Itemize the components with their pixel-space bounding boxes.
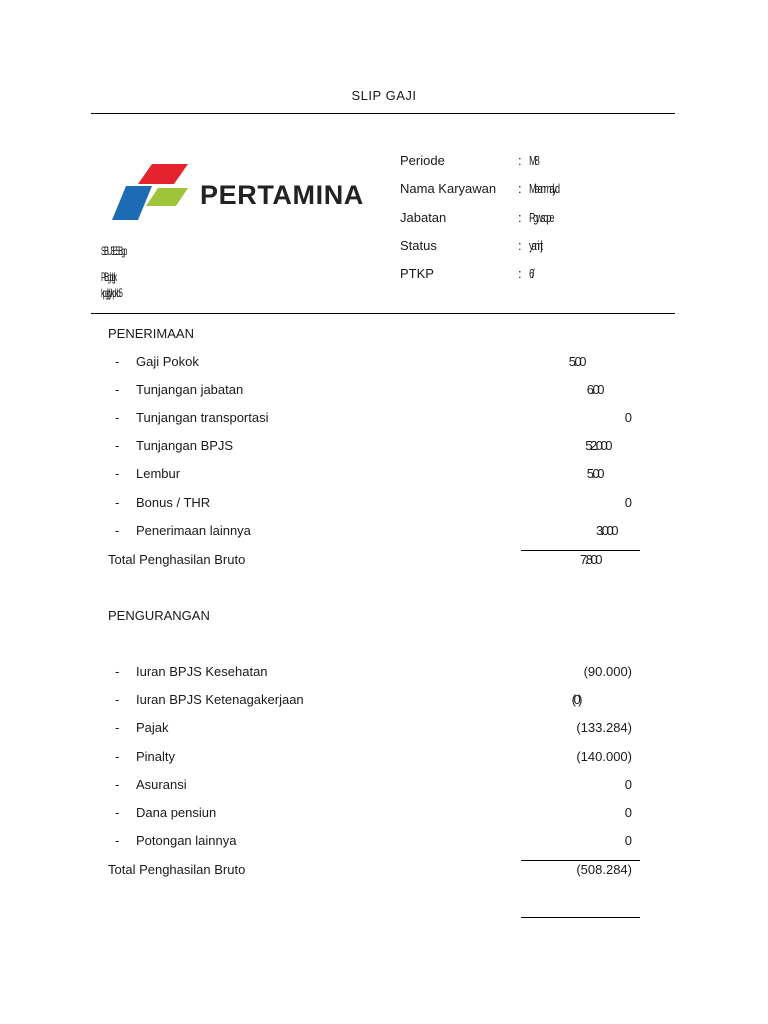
deduction-amount: 0 (624, 805, 632, 820)
income-row (108, 495, 640, 513)
income-row (108, 523, 640, 541)
employee-name-value: Mlaanmalyd (529, 181, 558, 196)
company-logo (112, 160, 362, 224)
info-divider (91, 313, 675, 314)
bullet-dash: - (115, 692, 120, 707)
deduction-row (108, 720, 640, 738)
position-label: Jabatan (400, 210, 447, 225)
income-label: Penerimaan lainnya (136, 523, 251, 538)
income-label: Tunjangan BPJS (136, 438, 234, 453)
income-amount: 0 (624, 410, 632, 425)
income-label: Tunjangan transportasi (136, 410, 269, 425)
deduction-amount: 0 (624, 833, 632, 848)
bullet-dash: - (115, 466, 120, 481)
bullet-dash: - (115, 354, 120, 369)
deduction-amount: (0) (571, 692, 580, 707)
employee-name-label: Nama Karyawan (400, 181, 497, 196)
ptkp-colon: : (518, 266, 522, 281)
company-address-line-2: Pt Bgblgjk (101, 270, 116, 284)
company-address-line-1: SBU 3E5 Bgp (101, 244, 126, 258)
bullet-dash: - (115, 720, 120, 735)
bullet-dash: - (115, 410, 120, 425)
deduction-row (108, 749, 640, 767)
employee-name-colon: : (518, 181, 522, 196)
income-total-label: Total Penghasilan Bruto (108, 552, 246, 567)
income-sum-line (521, 550, 640, 551)
bullet-dash: - (115, 833, 120, 848)
deductions-total-amount: (508.284) (576, 862, 632, 877)
deductions-sum-line (521, 860, 640, 861)
deduction-label: Potongan lainnya (136, 833, 237, 848)
period-label: Periode (400, 153, 445, 168)
period-value: M8 (529, 153, 538, 168)
bullet-dash: - (115, 382, 120, 397)
deduction-amount: (90.000) (583, 664, 632, 679)
net-sum-line (521, 917, 640, 918)
ptkp-label: PTKP (400, 266, 434, 281)
income-amount: 6.00 (586, 382, 602, 397)
deduction-label: Iuran BPJS Kesehatan (136, 664, 268, 679)
deduction-label: Iuran BPJS Ketenagakerjaan (136, 692, 304, 707)
deduction-label: Pinalty (136, 749, 176, 764)
income-heading: PENERIMAAN (108, 326, 194, 341)
deductions-total-row (108, 862, 640, 880)
deduction-amount: (140.000) (576, 749, 632, 764)
income-label: Tunjangan jabatan (136, 382, 244, 397)
income-amount: 52.000 (585, 438, 610, 453)
bullet-dash: - (115, 777, 120, 792)
income-amount: 0 (624, 495, 632, 510)
status-value: yaninjit (529, 238, 541, 253)
deduction-row (108, 692, 640, 710)
income-label: Gaji Pokok (136, 354, 199, 369)
income-amount: 5.00 (568, 354, 584, 369)
deduction-label: Asuransi (136, 777, 187, 792)
bullet-dash: - (115, 495, 120, 510)
company-name: PERTAMINA (200, 180, 364, 210)
deduction-label: Pajak (136, 720, 169, 735)
deduction-row (108, 664, 640, 682)
bullet-dash: - (115, 749, 120, 764)
position-colon: : (518, 210, 522, 225)
deductions-heading: PENGURANGAN (108, 608, 210, 623)
deductions-total-label: Total Penghasilan Bruto (108, 862, 246, 877)
deduction-amount: (133.284) (576, 720, 632, 735)
document-title: SLIP GAJI (351, 88, 417, 103)
status-colon: : (518, 238, 522, 253)
income-amount: 3.000 (595, 523, 616, 538)
income-row (108, 382, 640, 400)
header-divider (91, 113, 675, 114)
bullet-dash: - (115, 438, 120, 453)
bullet-dash: - (115, 805, 120, 820)
deduction-label: Dana pensiun (136, 805, 217, 820)
deduction-amount: 0 (624, 777, 632, 792)
pertamina-mark-icon (112, 160, 194, 224)
company-address-line-3: kpgjlglykpk b5 (101, 286, 122, 300)
income-label: Bonus / THR (136, 495, 211, 510)
bullet-dash: - (115, 523, 120, 538)
deduction-row (108, 777, 640, 795)
ptkp-value: 6/ (529, 266, 533, 281)
income-amount: 5.00 (586, 466, 602, 481)
income-row (108, 410, 640, 428)
income-row (108, 466, 640, 484)
bullet-dash: - (115, 664, 120, 679)
income-row (108, 438, 640, 456)
income-total-amount: 7.800 (579, 552, 600, 567)
deduction-row (108, 833, 640, 851)
income-label: Lembur (136, 466, 181, 481)
status-label: Status (400, 238, 437, 253)
position-value: Pgwsqpe (529, 210, 553, 225)
period-colon: : (518, 153, 522, 168)
deduction-row (108, 805, 640, 823)
income-total-row (108, 552, 640, 570)
income-row (108, 354, 640, 372)
